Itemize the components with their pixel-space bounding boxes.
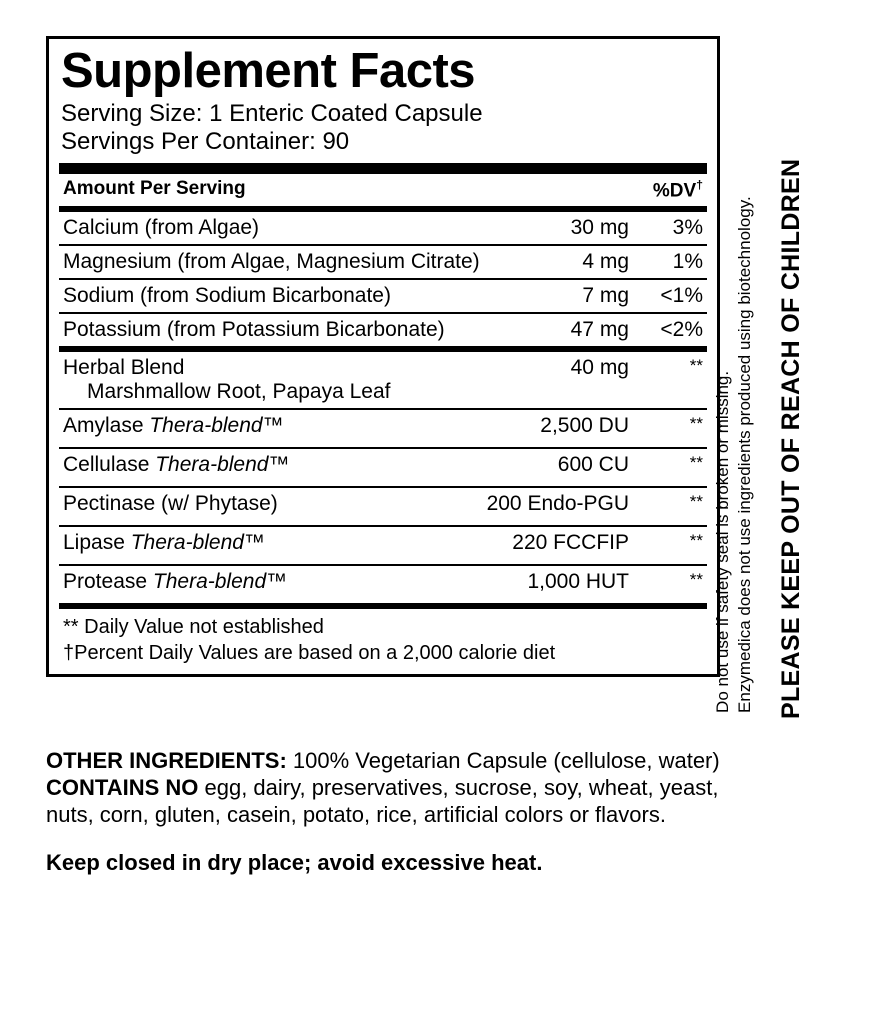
servings-per-container-line: Servings Per Container: 90 (61, 128, 350, 156)
table-row (59, 409, 707, 448)
row-amount: 200 Endo-PGU (457, 487, 637, 526)
divider-thick-top (59, 163, 707, 174)
row-dv-text: ** (689, 491, 703, 511)
row-dv: <2% (637, 313, 707, 346)
row-name-main: Lipase (63, 530, 131, 554)
row-dv-text: ** (689, 452, 703, 472)
row-name-main: Amylase (63, 413, 150, 437)
row-subname: Marshmallow Root, Papaya Leaf (87, 379, 391, 403)
table-row (59, 313, 707, 346)
row-name: Calcium (from Algae) (63, 215, 260, 239)
row-name-trademark: Thera-blend™ (155, 452, 290, 476)
row-name: Potassium (from Potassium Bicarbonate) (59, 313, 558, 346)
other-ingredients-text: 100% Vegetarian Capsule (cellulose, water) (286, 748, 720, 773)
nutrition-table (59, 174, 707, 206)
row-amount: 220 FCCFIP (457, 526, 637, 565)
row-amount: 4 mg (558, 245, 637, 279)
contains-no-line (46, 775, 746, 802)
row-name (59, 448, 457, 487)
row-name-main: Cellulase (63, 452, 156, 476)
header-percent-dv (637, 174, 707, 206)
contains-no-line-2: nuts, corn, gluten, casein, potato, rice, artificial colors or flavors. (46, 801, 666, 827)
row-dv-text: ** (689, 569, 703, 589)
footnote-daily-value: ** Daily Value not established (63, 615, 324, 638)
row-name-trademark: Thera-blend™ (152, 569, 288, 593)
row-dv-text: ** (689, 413, 703, 433)
row-amount: 600 CU (457, 448, 637, 487)
nutrition-rows-table (59, 212, 707, 346)
table-row (59, 565, 707, 603)
row-amount: 2,500 DU (457, 409, 637, 448)
table-header-row (59, 174, 707, 206)
page-title: Supplement Facts (61, 44, 476, 98)
bottom-text-block (46, 748, 746, 876)
nutrition-rows-table-2 (59, 352, 707, 603)
row-dv-text: ** (689, 530, 703, 550)
header-amount-per-serving: Amount Per Serving (63, 177, 246, 199)
row-name: Magnesium (from Algae, Magnesium Citrate) (59, 245, 558, 279)
other-ingredients-label: OTHER INGREDIENTS: (46, 748, 287, 773)
side-warning-line-1: Do not use if safety seal is broken or missing. (713, 370, 733, 713)
table-row (59, 245, 707, 279)
supplement-facts-panel (46, 36, 720, 677)
table-row (59, 448, 707, 487)
other-ingredients-line (46, 748, 746, 775)
row-dv: <1% (637, 279, 707, 313)
row-amount: 7 mg (558, 279, 637, 313)
serving-size-line: Serving Size: 1 Enteric Coated Capsule (61, 100, 483, 127)
row-dv (637, 352, 707, 409)
row-dv (637, 565, 707, 603)
row-name-trademark: Thera-blend™ (149, 413, 284, 437)
row-amount: 1,000 HUT (457, 565, 637, 603)
row-name (59, 409, 457, 448)
row-amount: 40 mg (570, 355, 629, 379)
row-name-main: Herbal Blend (63, 355, 185, 379)
row-amount: 47 mg (558, 313, 637, 346)
row-name-main: Protease (63, 569, 153, 593)
table-row (59, 526, 707, 565)
row-dv (637, 448, 707, 487)
footnote-percent-dv: †Percent Daily Values are based on a 2,000 calorie diet (63, 641, 556, 664)
row-amount: 30 mg (570, 215, 629, 239)
row-name (59, 352, 457, 409)
row-name (59, 565, 457, 603)
row-name (59, 526, 457, 565)
row-dv: 3% (672, 215, 703, 239)
table-row (59, 352, 707, 409)
header-dv-dagger: † (696, 177, 703, 192)
row-dv: 1% (637, 245, 707, 279)
table-row (59, 279, 707, 313)
header-spacer (613, 174, 637, 206)
row-name: Pectinase (w/ Phytase) (59, 487, 457, 526)
row-dv-text: ** (689, 355, 703, 375)
row-dv (637, 487, 707, 526)
row-name-trademark: Thera-blend™ (130, 530, 265, 554)
row-name: Sodium (from Sodium Bicarbonate) (59, 279, 558, 313)
row-dv (637, 409, 707, 448)
table-row (59, 487, 707, 526)
contains-no-label: CONTAINS NO (46, 774, 199, 800)
side-keep-out-of-reach: PLEASE KEEP OUT OF REACH OF CHILDREN (777, 158, 805, 719)
contains-no-text: egg, dairy, preservatives, sucrose, soy, wheat, yeast, (198, 774, 719, 800)
footnotes (59, 609, 707, 666)
header-dv-text: %DV (652, 179, 697, 201)
table-row (59, 212, 707, 245)
keep-closed-note: Keep closed in dry place; avoid excessive heat. (46, 850, 543, 876)
side-warning-line-2: Enzymedica does not use ingredients produced using biotechnology. (735, 196, 755, 713)
row-dv (637, 526, 707, 565)
